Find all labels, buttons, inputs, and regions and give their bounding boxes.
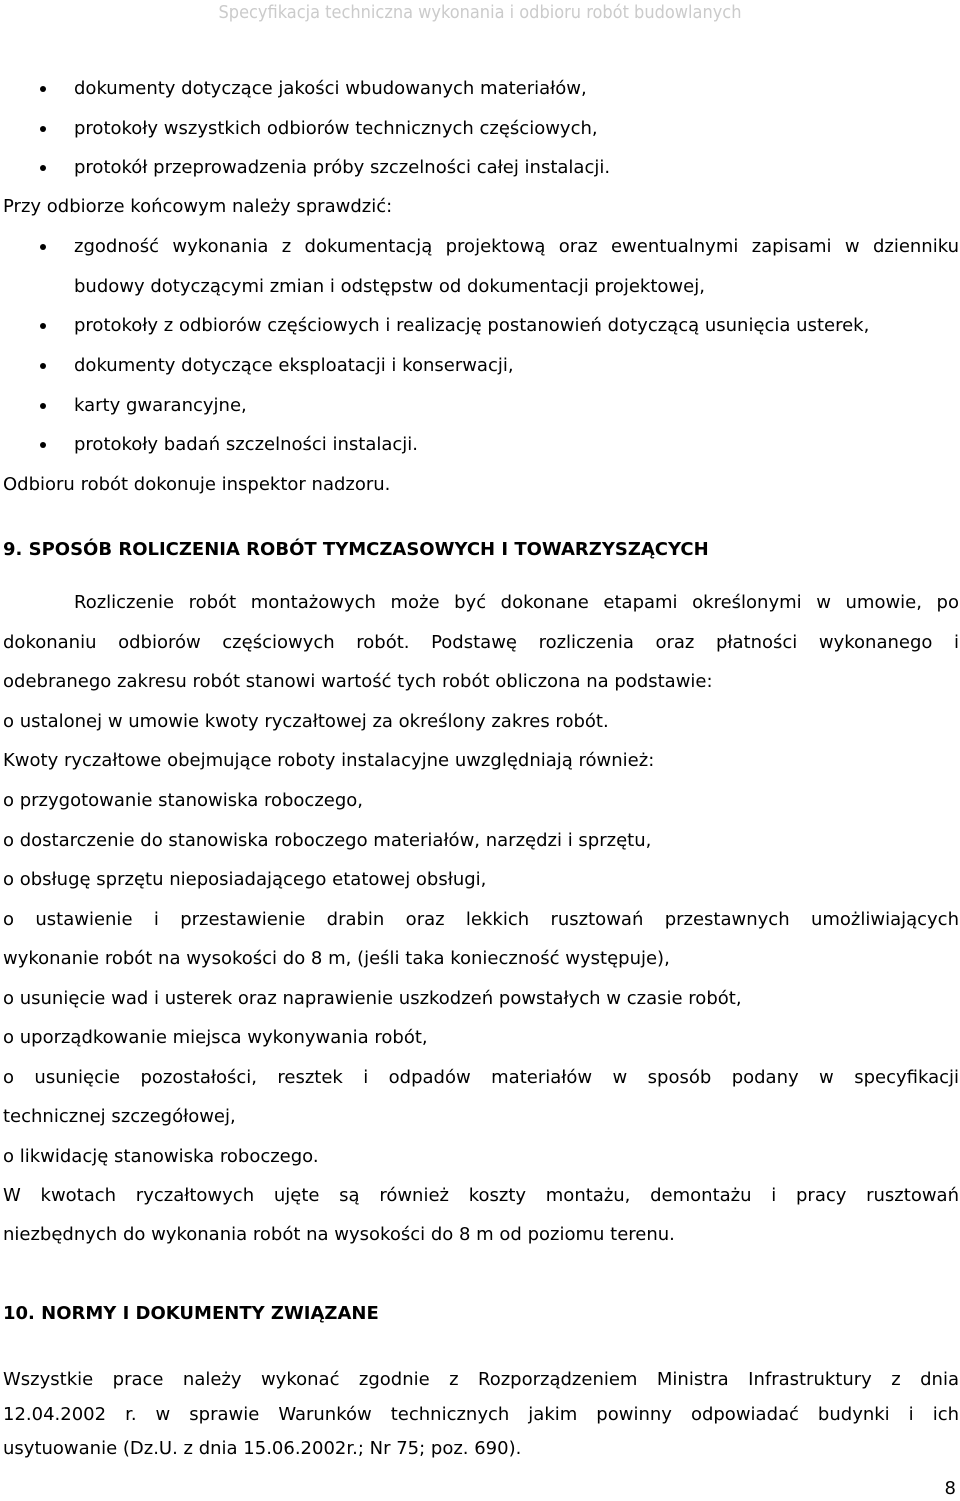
list-item: dokumenty dotyczące jakości wbudowanych materiałów, xyxy=(74,78,587,99)
list-item: o usunięcie wad i usterek oraz naprawienie uszkodzeń powstałych w czasie robót, xyxy=(3,988,742,1009)
paragraph-line: Wszystkie prace należy wykonać zgodnie z Rozporządzeniem Ministra Infrastruktury z dnia xyxy=(3,1369,959,1390)
list-item: o przygotowanie stanowiska roboczego, xyxy=(3,790,364,811)
list-item: o uporządkowanie miejsca wykonywania robót, xyxy=(3,1027,428,1048)
page-number: 8 xyxy=(944,1478,956,1499)
list-item: o obsługę sprzętu nieposiadającego etatowej obsługi, xyxy=(3,869,487,890)
paragraph-line: dokonaniu odbiorów częściowych robót. Podstawę rozliczenia oraz płatności wykonanego i xyxy=(3,632,959,653)
list-item: o ustawienie i przestawienie drabin oraz lekkich rusztowań przestawnych umożliwiających xyxy=(3,909,959,930)
list-item: zgodność wykonania z dokumentacją projektową oraz ewentualnymi zapisami w dzienniku xyxy=(74,236,959,257)
list-item: dokumenty dotyczące eksploatacji i konserwacji, xyxy=(74,355,514,376)
list-item: o ustalonej w umowie kwoty ryczałtowej za określony zakres robót. xyxy=(3,711,609,732)
paragraph-line: niezbędnych do wykonania robót na wysokości do 8 m od poziomu terenu. xyxy=(3,1224,675,1245)
running-header: Specyfikacja techniczna wykonania i odbioru robót budowlanych xyxy=(218,2,742,23)
list-item: protokoły badań szczelności instalacji. xyxy=(74,434,419,455)
inspector-note: Odbioru robót dokonuje inspektor nadzoru. xyxy=(3,474,391,495)
list-item-continuation: technicznej szczegółowej, xyxy=(3,1106,236,1127)
list-item: karty gwarancyjne, xyxy=(74,395,247,416)
section-10-heading: 10. NORMY I DOKUMENTY ZWIĄZANE xyxy=(3,1303,379,1324)
list-item: o likwidację stanowiska roboczego. xyxy=(3,1146,319,1167)
paragraph-line: Kwoty ryczałtowe obejmujące roboty instalacyjne uwzględniają również: xyxy=(3,750,655,771)
final-check-intro: Przy odbiorze końcowym należy sprawdzić: xyxy=(3,196,393,217)
list-item-continuation: wykonanie robót na wysokości do 8 m, (jeśli taka konieczność występuje), xyxy=(3,948,670,969)
list-item: protokół przeprowadzenia próby szczelności całej instalacji. xyxy=(74,157,611,178)
paragraph-line: odebranego zakresu robót stanowi wartość tych robót obliczona na podstawie: xyxy=(3,671,713,692)
list-item-continuation: budowy dotyczącymi zmian i odstępstw od dokumentacji projektowej, xyxy=(74,276,705,297)
paragraph-line: usytuowanie (Dz.U. z dnia 15.06.2002r.; Nr 75; poz. 690). xyxy=(3,1438,522,1459)
section-9-heading: 9. SPOSÓB ROLICZENIA ROBÓT TYMCZASOWYCH I TOWARZYSZĄCYCH xyxy=(3,539,709,560)
paragraph-line: W kwotach ryczałtowych ujęte są również koszty montażu, demontażu i pracy rusztowań xyxy=(3,1185,959,1206)
list-item: protokoły z odbiorów częściowych i realizację postanowień dotyczącą usunięcia usterek, xyxy=(74,315,870,336)
list-item: o usunięcie pozostałości, resztek i odpadów materiałów w sposób podany w specyfikacji xyxy=(3,1067,959,1088)
paragraph-line: Rozliczenie robót montażowych może być dokonane etapami określonymi w umowie, po xyxy=(74,592,959,613)
list-item: protokoły wszystkich odbiorów technicznych częściowych, xyxy=(74,118,598,139)
paragraph-line: 12.04.2002 r. w sprawie Warunków technicznych jakim powinny odpowiadać budynki i ich xyxy=(3,1404,959,1425)
list-item: o dostarczenie do stanowiska roboczego materiałów, narzędzi i sprzętu, xyxy=(3,830,652,851)
